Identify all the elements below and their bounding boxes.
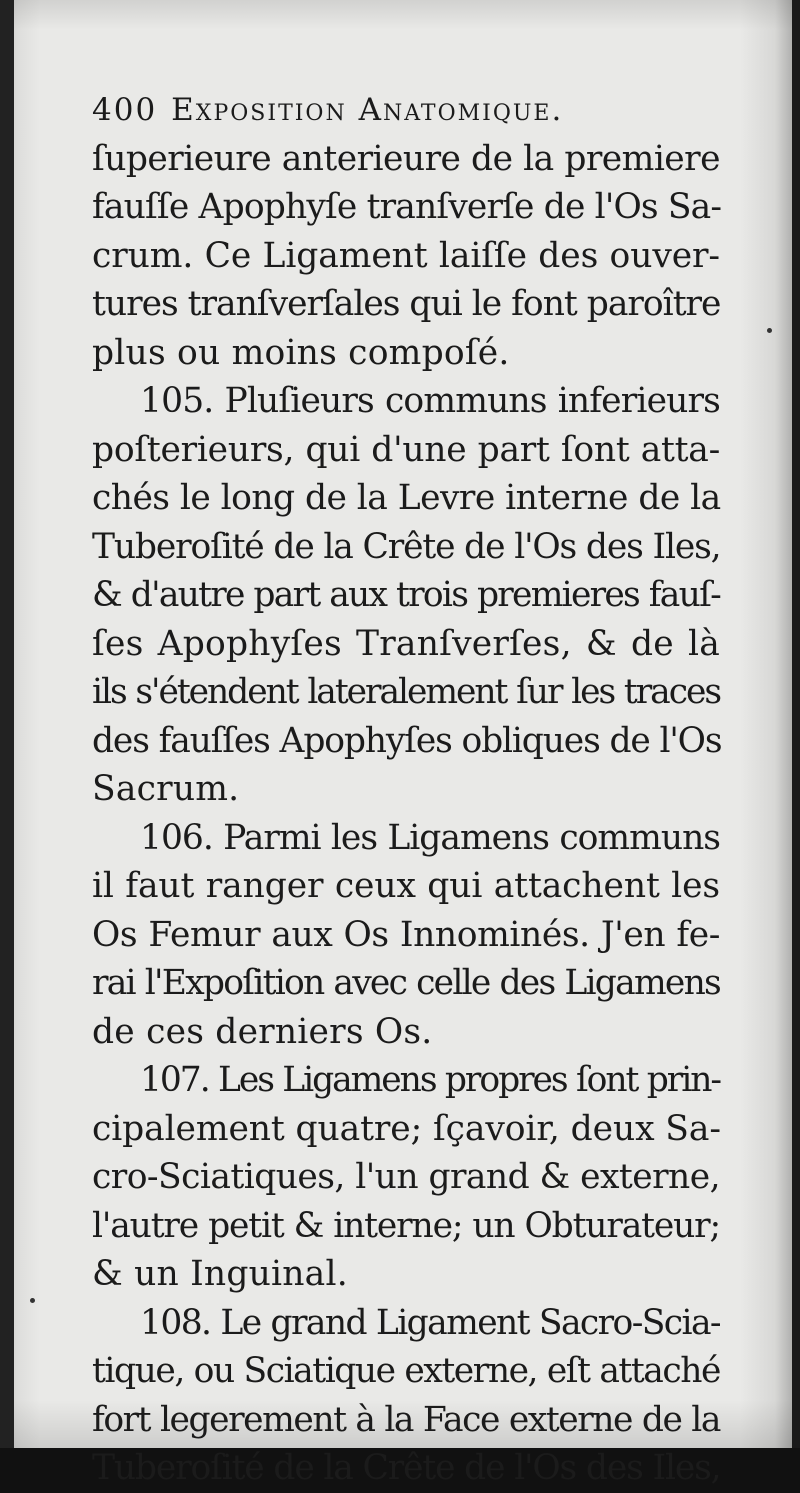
text-line: chés le long de la Levre interne de la <box>92 478 721 518</box>
text-line: Sacrum. <box>92 769 240 809</box>
text-line: Tuberoſité de la Crête de l'Os des Iles, <box>92 526 721 567</box>
page-binding-shadow <box>0 0 14 1448</box>
text-line: cro-Sciatiques, l'un grand & externe, <box>92 1157 720 1197</box>
ink-speck <box>767 328 772 333</box>
text-line: de ces derniers Os. <box>92 1011 433 1052</box>
text-line: l'autre petit & interne; un Obturateur; <box>92 1205 720 1246</box>
text-line: poſterieurs, qui d'une part ſont atta- <box>92 429 720 470</box>
text-line: crum. Ce Ligament laiſſe des ouver- <box>92 235 720 276</box>
running-title: Exposition Anatomique. <box>171 92 564 128</box>
page-text <box>92 86 720 1493</box>
text-line: rai l'Expoſition avec celle des Ligamens <box>92 963 720 1003</box>
text-line: tique, ou Sciatique externe, eſt attaché <box>92 1351 720 1391</box>
text-line: ſes Apophyſes Tranſverſes, & de là <box>92 623 720 664</box>
text-line: ſuperieure anterieure de la premiere <box>92 138 720 179</box>
text-line: Os Femur aux Os Innominés. J'en fe- <box>92 914 720 955</box>
text-line: tures tranſverſales qui le font paroître <box>92 284 721 324</box>
text-line: des fauſſes Apophyſes obliques de l'Os <box>92 720 722 761</box>
text-line: ils s'étendent lateralement ſur les traces <box>92 672 720 712</box>
text-line: fort legerement à la Face externe de la <box>92 1399 720 1440</box>
text-line: il faut ranger ceux qui attachent les <box>92 866 720 906</box>
page-number: 400 <box>92 92 158 128</box>
ink-speck <box>30 1298 35 1303</box>
text-line: cipalement quatre; ſçavoir, deux Sa- <box>92 1108 721 1149</box>
text-line: fauſſe Apophyſe tranſverſe de l'Os Sa- <box>92 187 722 227</box>
text-line: & d'autre part aux trois premieres fauſ- <box>92 575 720 615</box>
paragraph-107-start: 107. Les Ligamens propres ſont prin- <box>140 1060 720 1100</box>
page-header <box>92 86 720 135</box>
paragraph-106-start: 106. Parmi les Ligamens communs <box>140 817 720 858</box>
text-line: Tuberoſité de la Crête de l'Os des Iles, <box>92 1448 721 1488</box>
text-line: & un Inguinal. <box>92 1254 348 1294</box>
paragraph-105-start: 105. Pluſieurs communs inferieurs <box>140 381 720 421</box>
text-line: plus ou moins compoſé. <box>92 332 510 373</box>
page-edge-shadow <box>792 0 800 1448</box>
paragraph-108-start: 108. Le grand Ligament Sacro-Scia- <box>140 1302 720 1343</box>
